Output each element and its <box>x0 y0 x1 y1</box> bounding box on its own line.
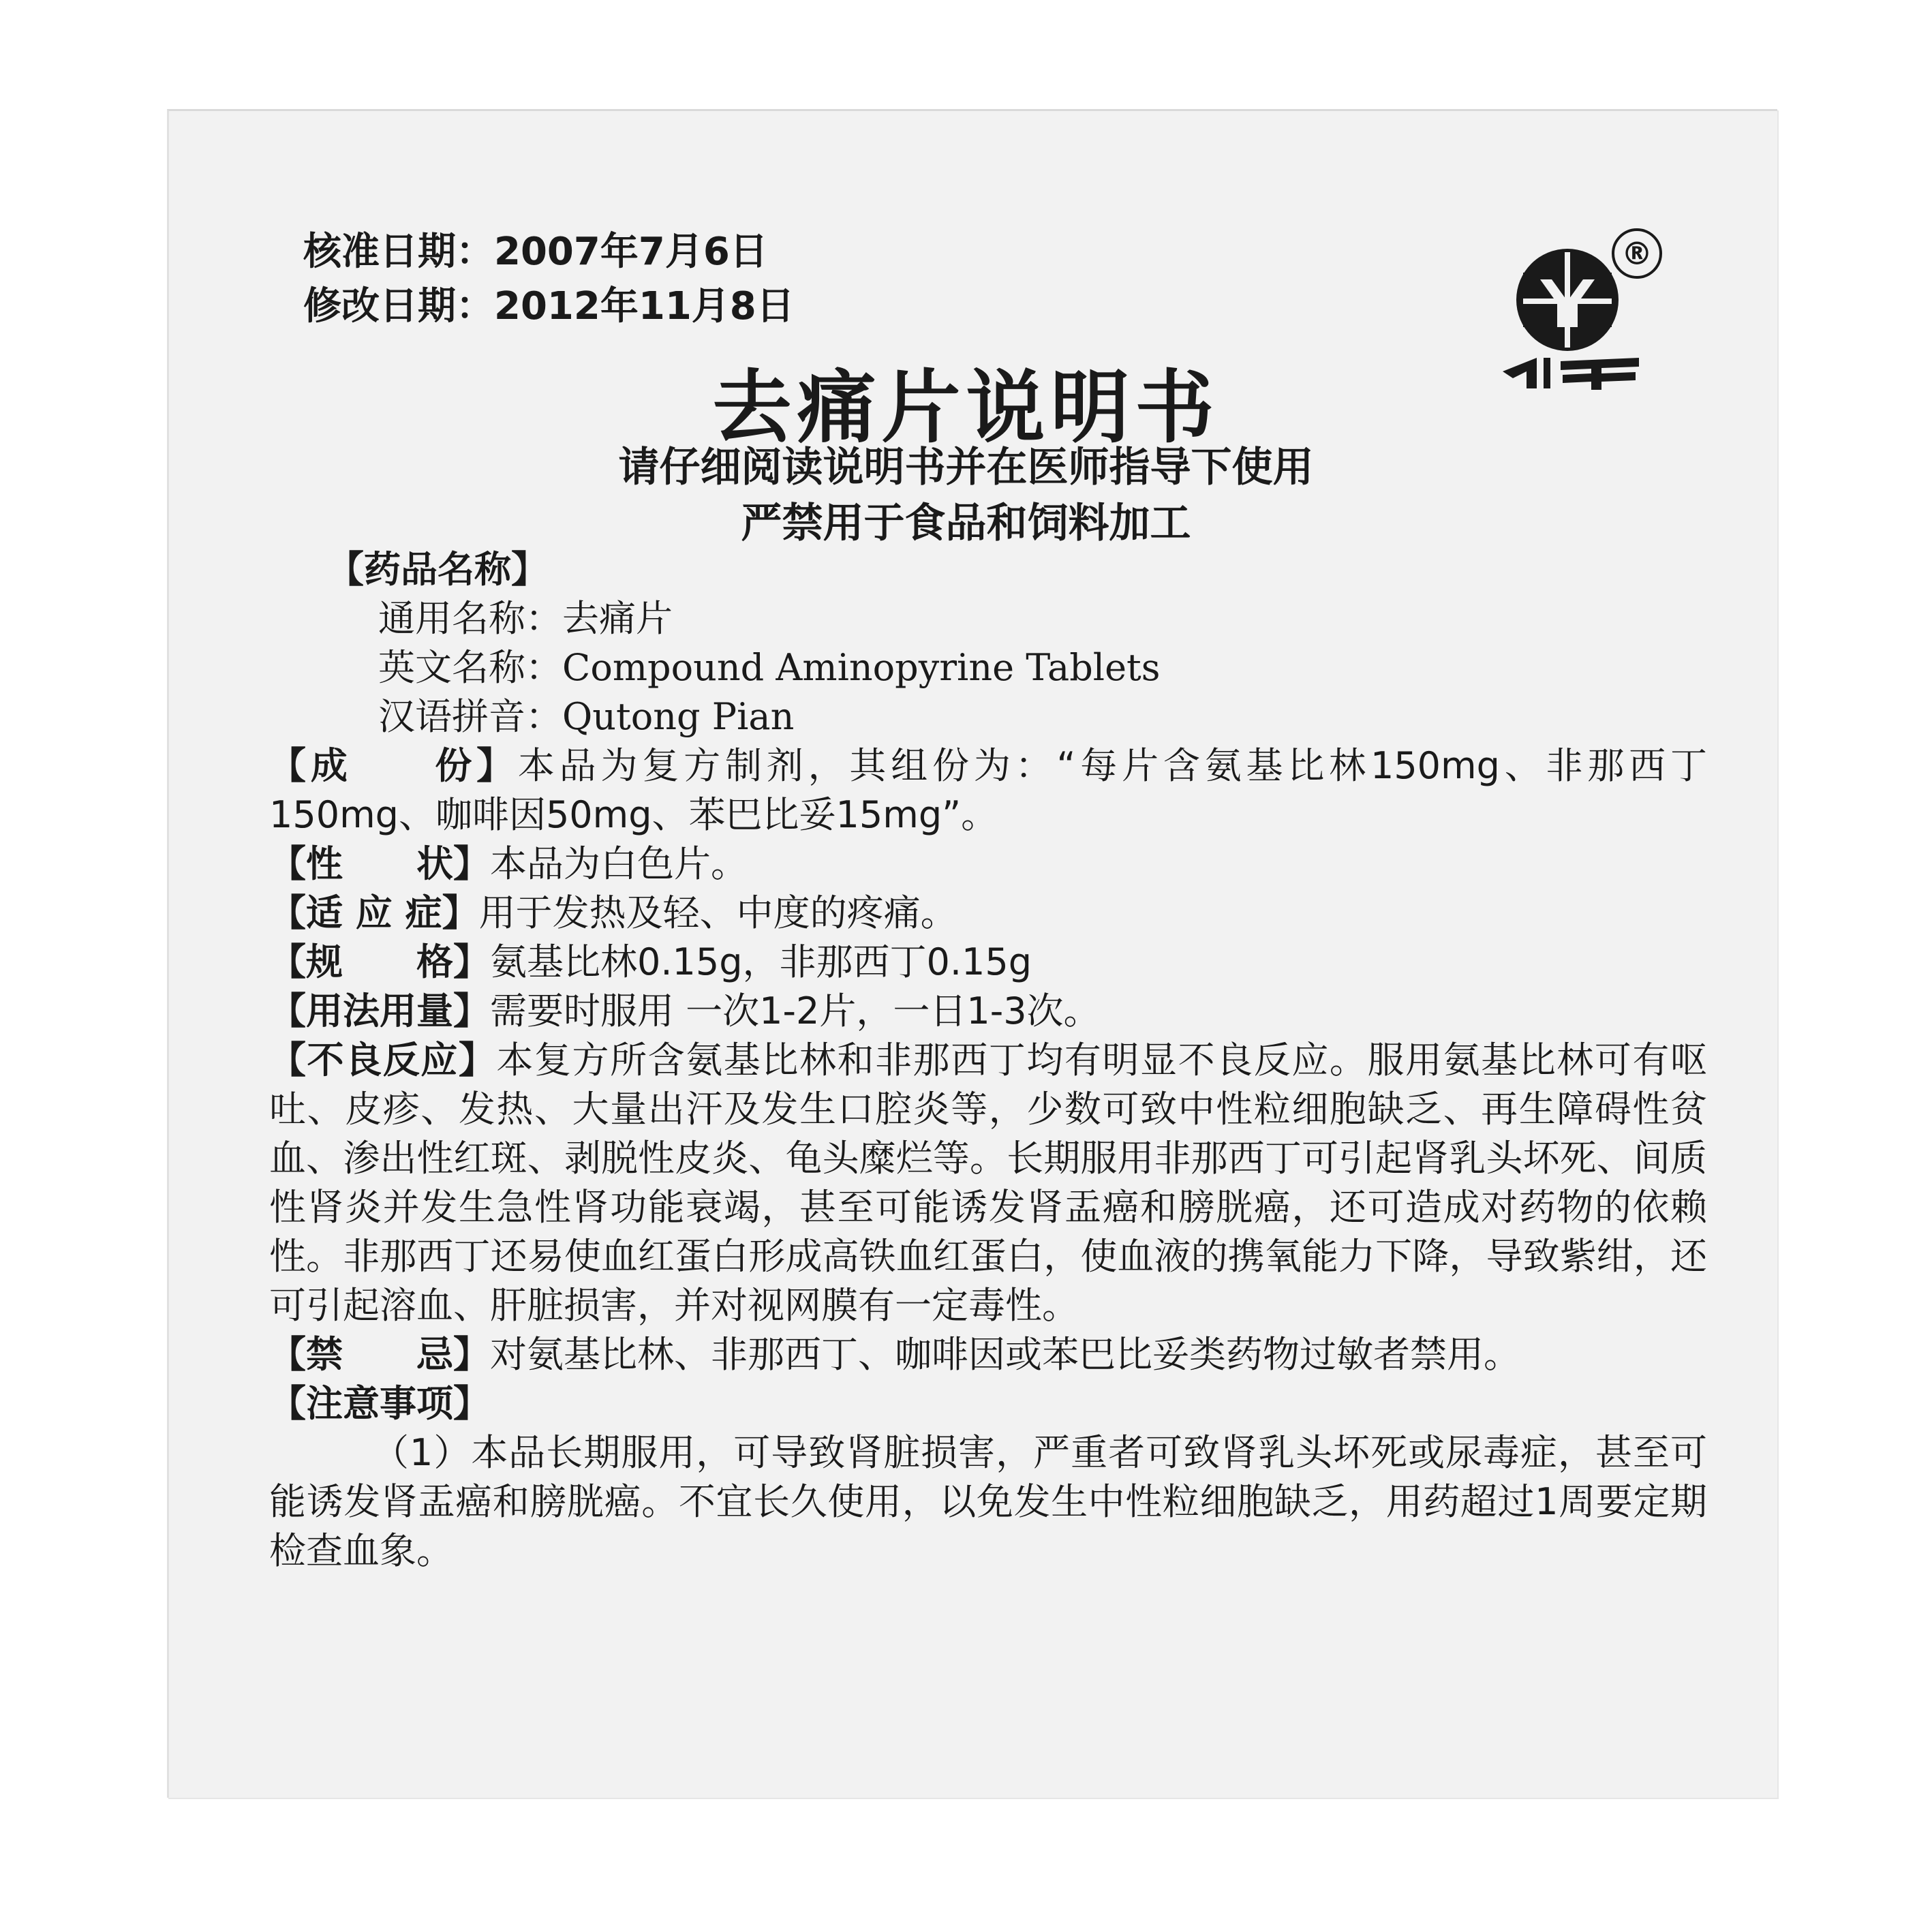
adverse-section <box>269 1036 1707 1330</box>
contraindications-text: 对氨基比林、非那西丁、咖啡因或苯巴比妥类药物过敏者禁用。 <box>490 1333 1520 1376</box>
precaution-1-text: （1）本品长期服用，可导致肾脏损害，严重者可致肾乳头坏死或尿毒症，甚至可能诱发肾盂癌和膀胱癌。不宜长久使用，以免发生中性粒细胞缺乏，用药超过1周要定期检查血象。 <box>269 1431 1707 1572</box>
approval-date: 核准日期：2007年7月6日 <box>303 230 768 274</box>
contraindications-section <box>269 1330 1707 1379</box>
usage-notice: 请仔细阅读说明书并在医师指导下使用 <box>618 444 1314 491</box>
indications-label: 【适 应 症】 <box>269 891 479 934</box>
registered-mark: ® <box>1612 228 1662 279</box>
document-title: 去痛片说明书 <box>712 362 1220 454</box>
appearance-text: 本品为白色片。 <box>490 842 748 885</box>
composition-section <box>269 741 1707 840</box>
date-block <box>303 225 795 334</box>
english-name-label: 英文名称： <box>378 646 562 689</box>
indications-section <box>269 889 1707 938</box>
contraindications-label: 【禁 忌】 <box>269 1333 490 1376</box>
adverse-label: 【不良反应】 <box>269 1039 497 1082</box>
revision-date: 修改日期：2012年11月8日 <box>303 284 795 328</box>
indications-text: 用于发热及轻、中度的疼痛。 <box>478 891 957 934</box>
dosage-label: 【用法用量】 <box>269 990 490 1032</box>
dosage-text: 需要时服用 一次1-2片，一日1-3次。 <box>490 990 1101 1032</box>
pinyin-name: Qutong Pian <box>562 695 795 738</box>
dosage-section <box>269 987 1707 1036</box>
adverse-text: 本复方所含氨基比林和非那西丁均有明显不良反应。服用氨基比林可有呕吐、皮疹、发热、大量出汗及发生口腔炎等，少数可致中性粒细胞缺乏、再生障碍性贫血、渗出性红斑、剥脱性皮炎、龟头糜烂等。长期服用非那西丁可引起肾乳头坏死、间质性肾炎并发生急性肾功能衰竭，甚至可能诱发肾盂癌和膀胱癌，还可造成对药物的依赖性。非那西丁还易使血红蛋白形成高铁血红蛋白，使血液的携氧能力下降，导致紫绀，还可引起溶血、肝脏损害，并对视网膜有一定毒性。 <box>269 1039 1707 1327</box>
spec-section <box>269 938 1707 987</box>
precaution-item-1 <box>269 1428 1707 1576</box>
spec-text: 氨基比林0.15g，非那西丁0.15g <box>490 940 1032 983</box>
drug-name-heading: 【药品名称】 <box>327 548 548 591</box>
spec-label: 【规 格】 <box>269 940 490 983</box>
english-name-row <box>269 643 1707 692</box>
composition-text: 本品为复方制剂，其组份为：“每片含氨基比林150mg、非那西丁150mg、咖啡因50mg、苯巴比妥15mg”。 <box>269 744 1707 836</box>
pinyin-row <box>269 692 1707 741</box>
leaflet-body <box>269 545 1707 1576</box>
appearance-label: 【性 状】 <box>269 842 490 885</box>
generic-name: 通用名称：去痛片 <box>378 597 673 640</box>
pinyin-label: 汉语拼音： <box>378 695 562 738</box>
english-name: Compound Aminopyrine Tablets <box>562 646 1161 689</box>
precautions-heading: 【注意事项】 <box>269 1382 490 1425</box>
composition-label: 【成 份】 <box>269 744 518 787</box>
appearance-section <box>269 840 1707 889</box>
prohibition-notice: 严禁用于食品和饲料加工 <box>741 500 1191 547</box>
